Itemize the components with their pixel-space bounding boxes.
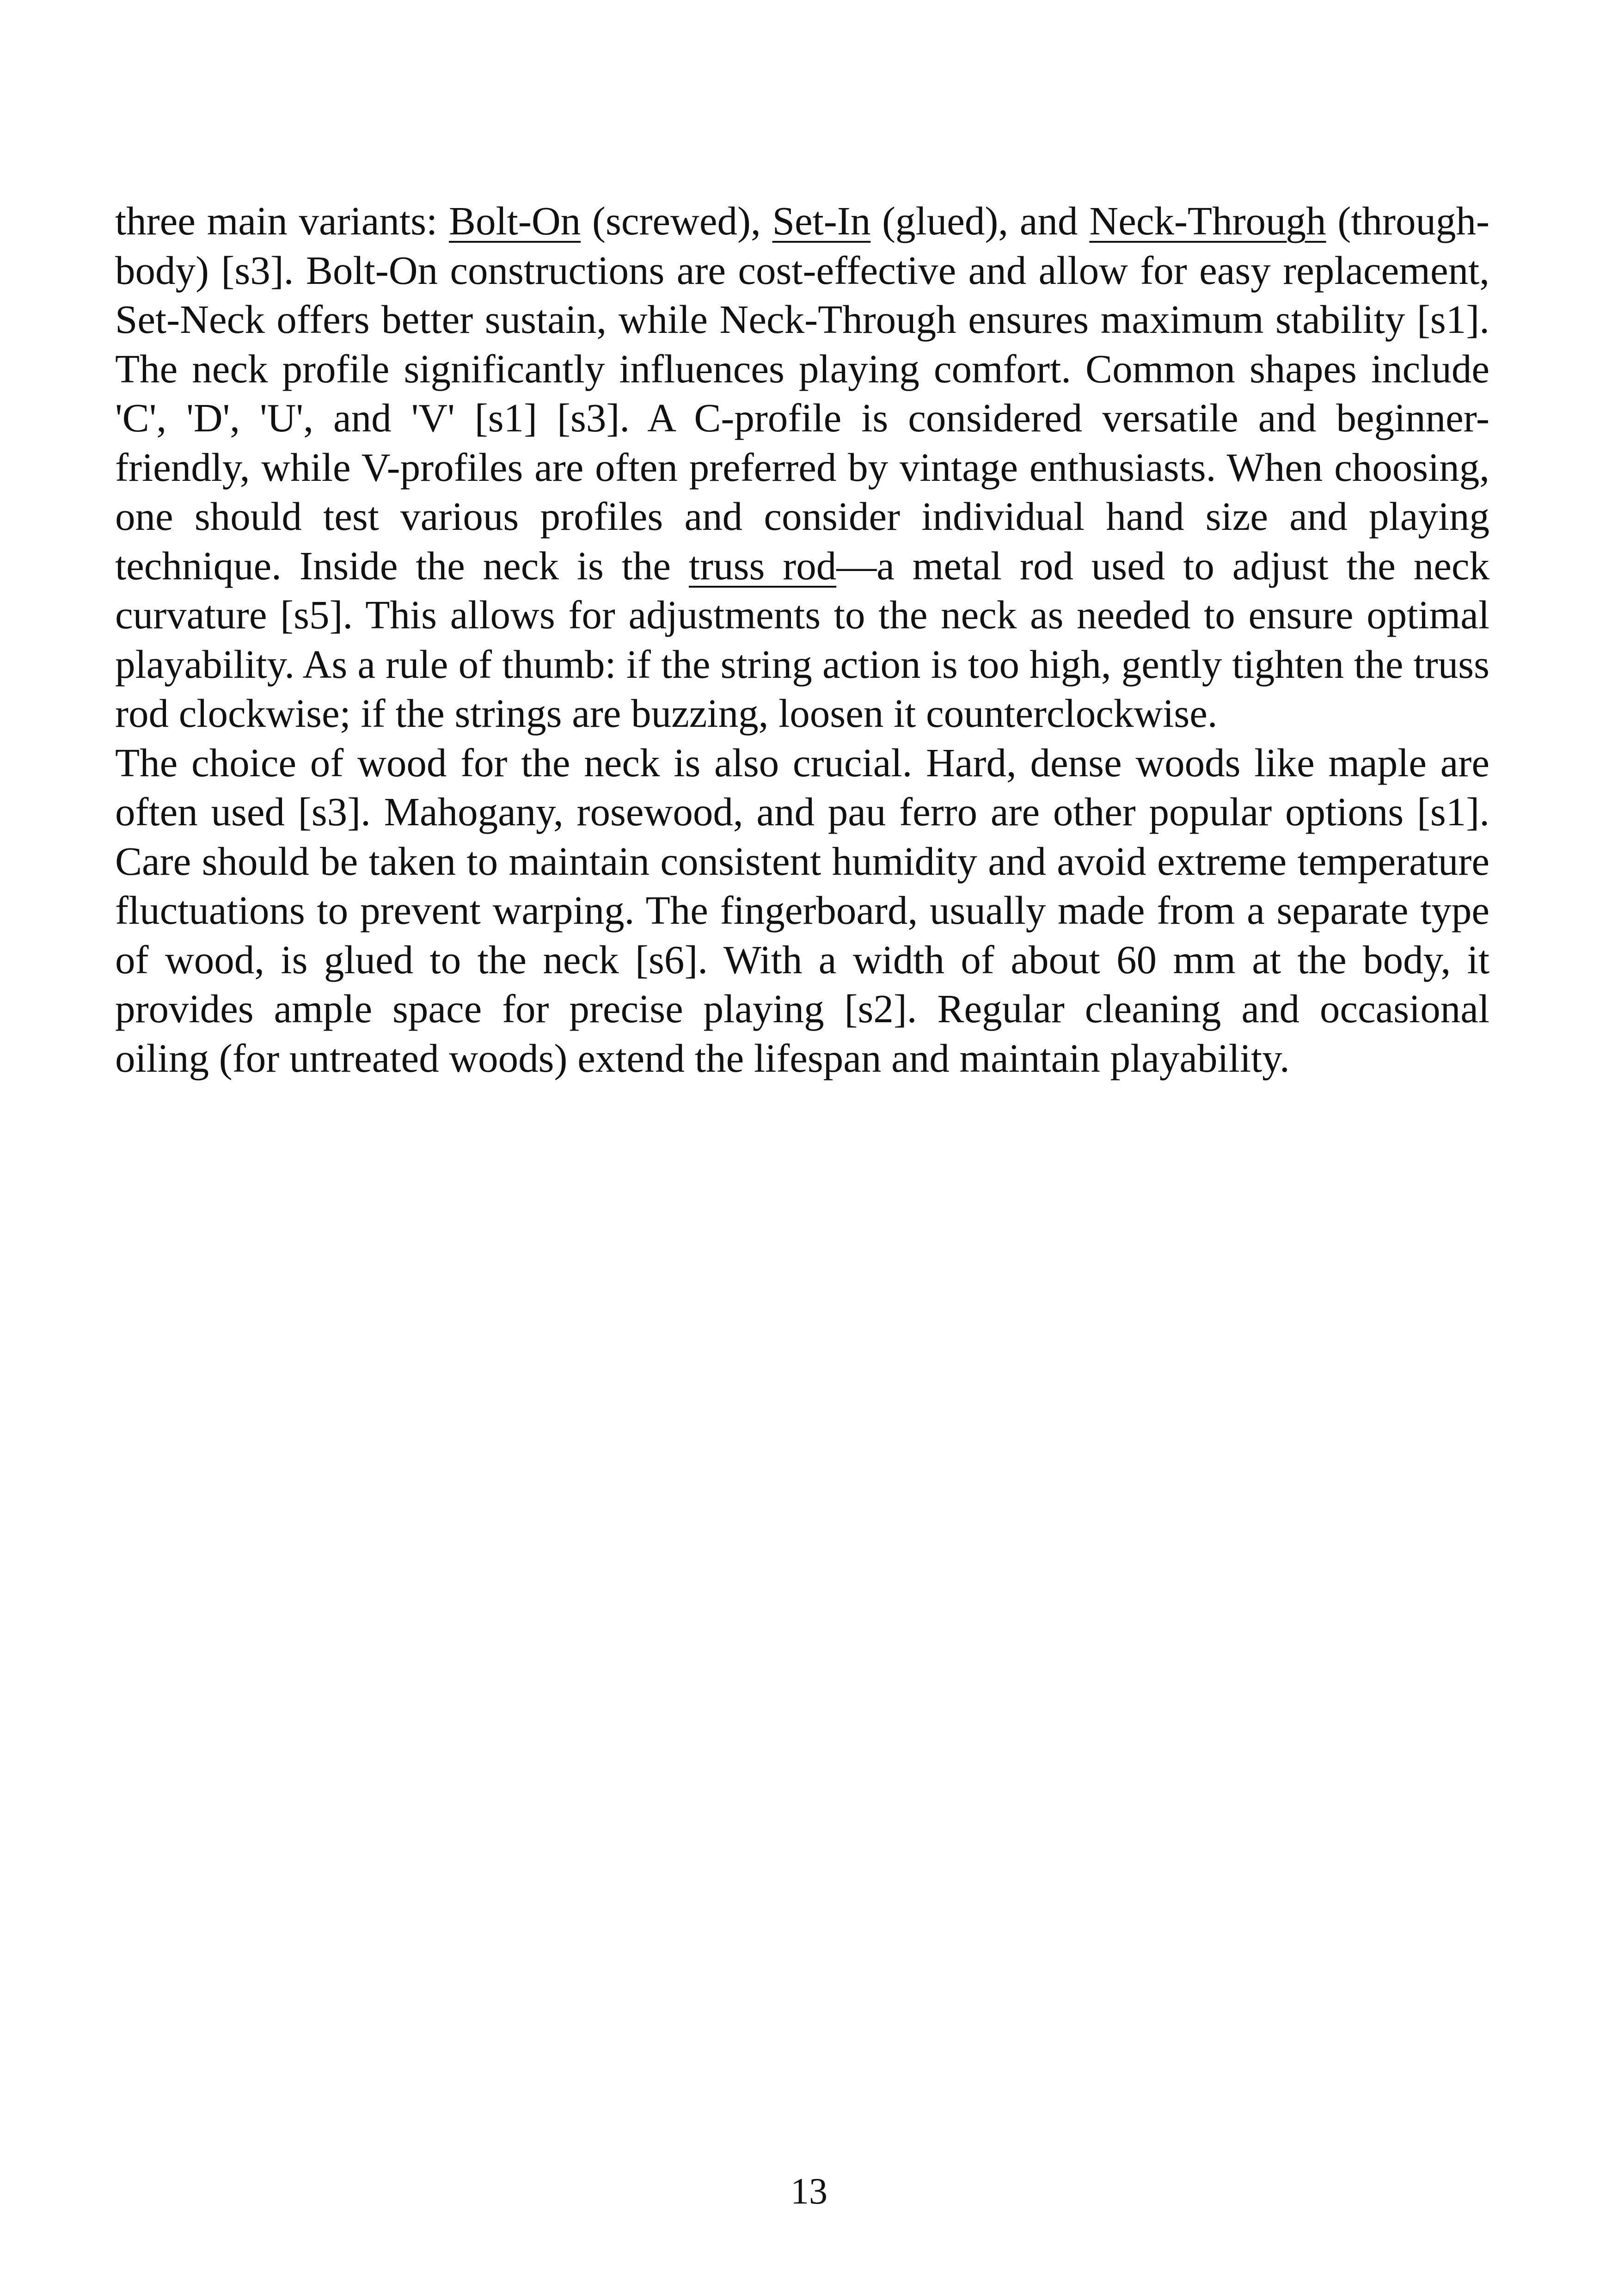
term-truss-rod: truss rod — [688, 543, 837, 588]
paragraph-neck-wood — [115, 738, 1489, 1083]
text-run: three main variants: — [115, 198, 449, 243]
term-bolt-on: Bolt-On — [448, 198, 581, 243]
text-run: The choice of wood for the neck is also crucial. Hard, dense woods like maple are often used [s3]. Mahogany, rosewood, and pau ferro are other popular options [s1]. Care should be taken to maintain consistent humidity and avoid extreme temperature fluctuations to prevent warping. The fingerboard, usually made from a separate type of wood, is glued to the neck [s6]. With a width of about 60 mm at the body, it provides ample space for precise playing [s2]. Regular cleaning and occasional oiling (for untreated woods) extend the lifespan and maintain playability. — [115, 740, 1489, 1080]
term-set-in: Set-In — [772, 198, 871, 243]
document-body — [115, 196, 1489, 1083]
text-run: —a metal rod used to adjust the neck curvature [s5]. This allows for adjustments to the neck as needed to ensure optimal playability. As a rule of thumb: if the string action is too high, gently tighten the truss rod clockwise; if the strings are buzzing, loosen it counterclockwise. — [115, 543, 1489, 736]
paragraph-neck-construction — [115, 196, 1489, 738]
page-number: 13 — [791, 2171, 827, 2212]
term-neck-through: Neck-Through — [1089, 198, 1326, 243]
text-run: (through-body) [s3]. Bolt-On constructions are cost-effective and allow for easy replacement, Set-Neck offers better sustain, while Neck-Through ensures maximum stability [s1]. The neck profile significantly influences playing comfort. Common shapes include 'C', 'D', 'U', and 'V' [s1] [s3]. A C-profile is considered versatile and beginner-friendly, while V-profiles are often preferred by vintage enthusiasts. When choosing, one should test various profiles and consider individual hand size and playing technique. Inside the neck is the — [115, 198, 1489, 588]
text-run: (glued), and — [870, 198, 1090, 243]
text-run: (screwed), — [581, 198, 772, 243]
